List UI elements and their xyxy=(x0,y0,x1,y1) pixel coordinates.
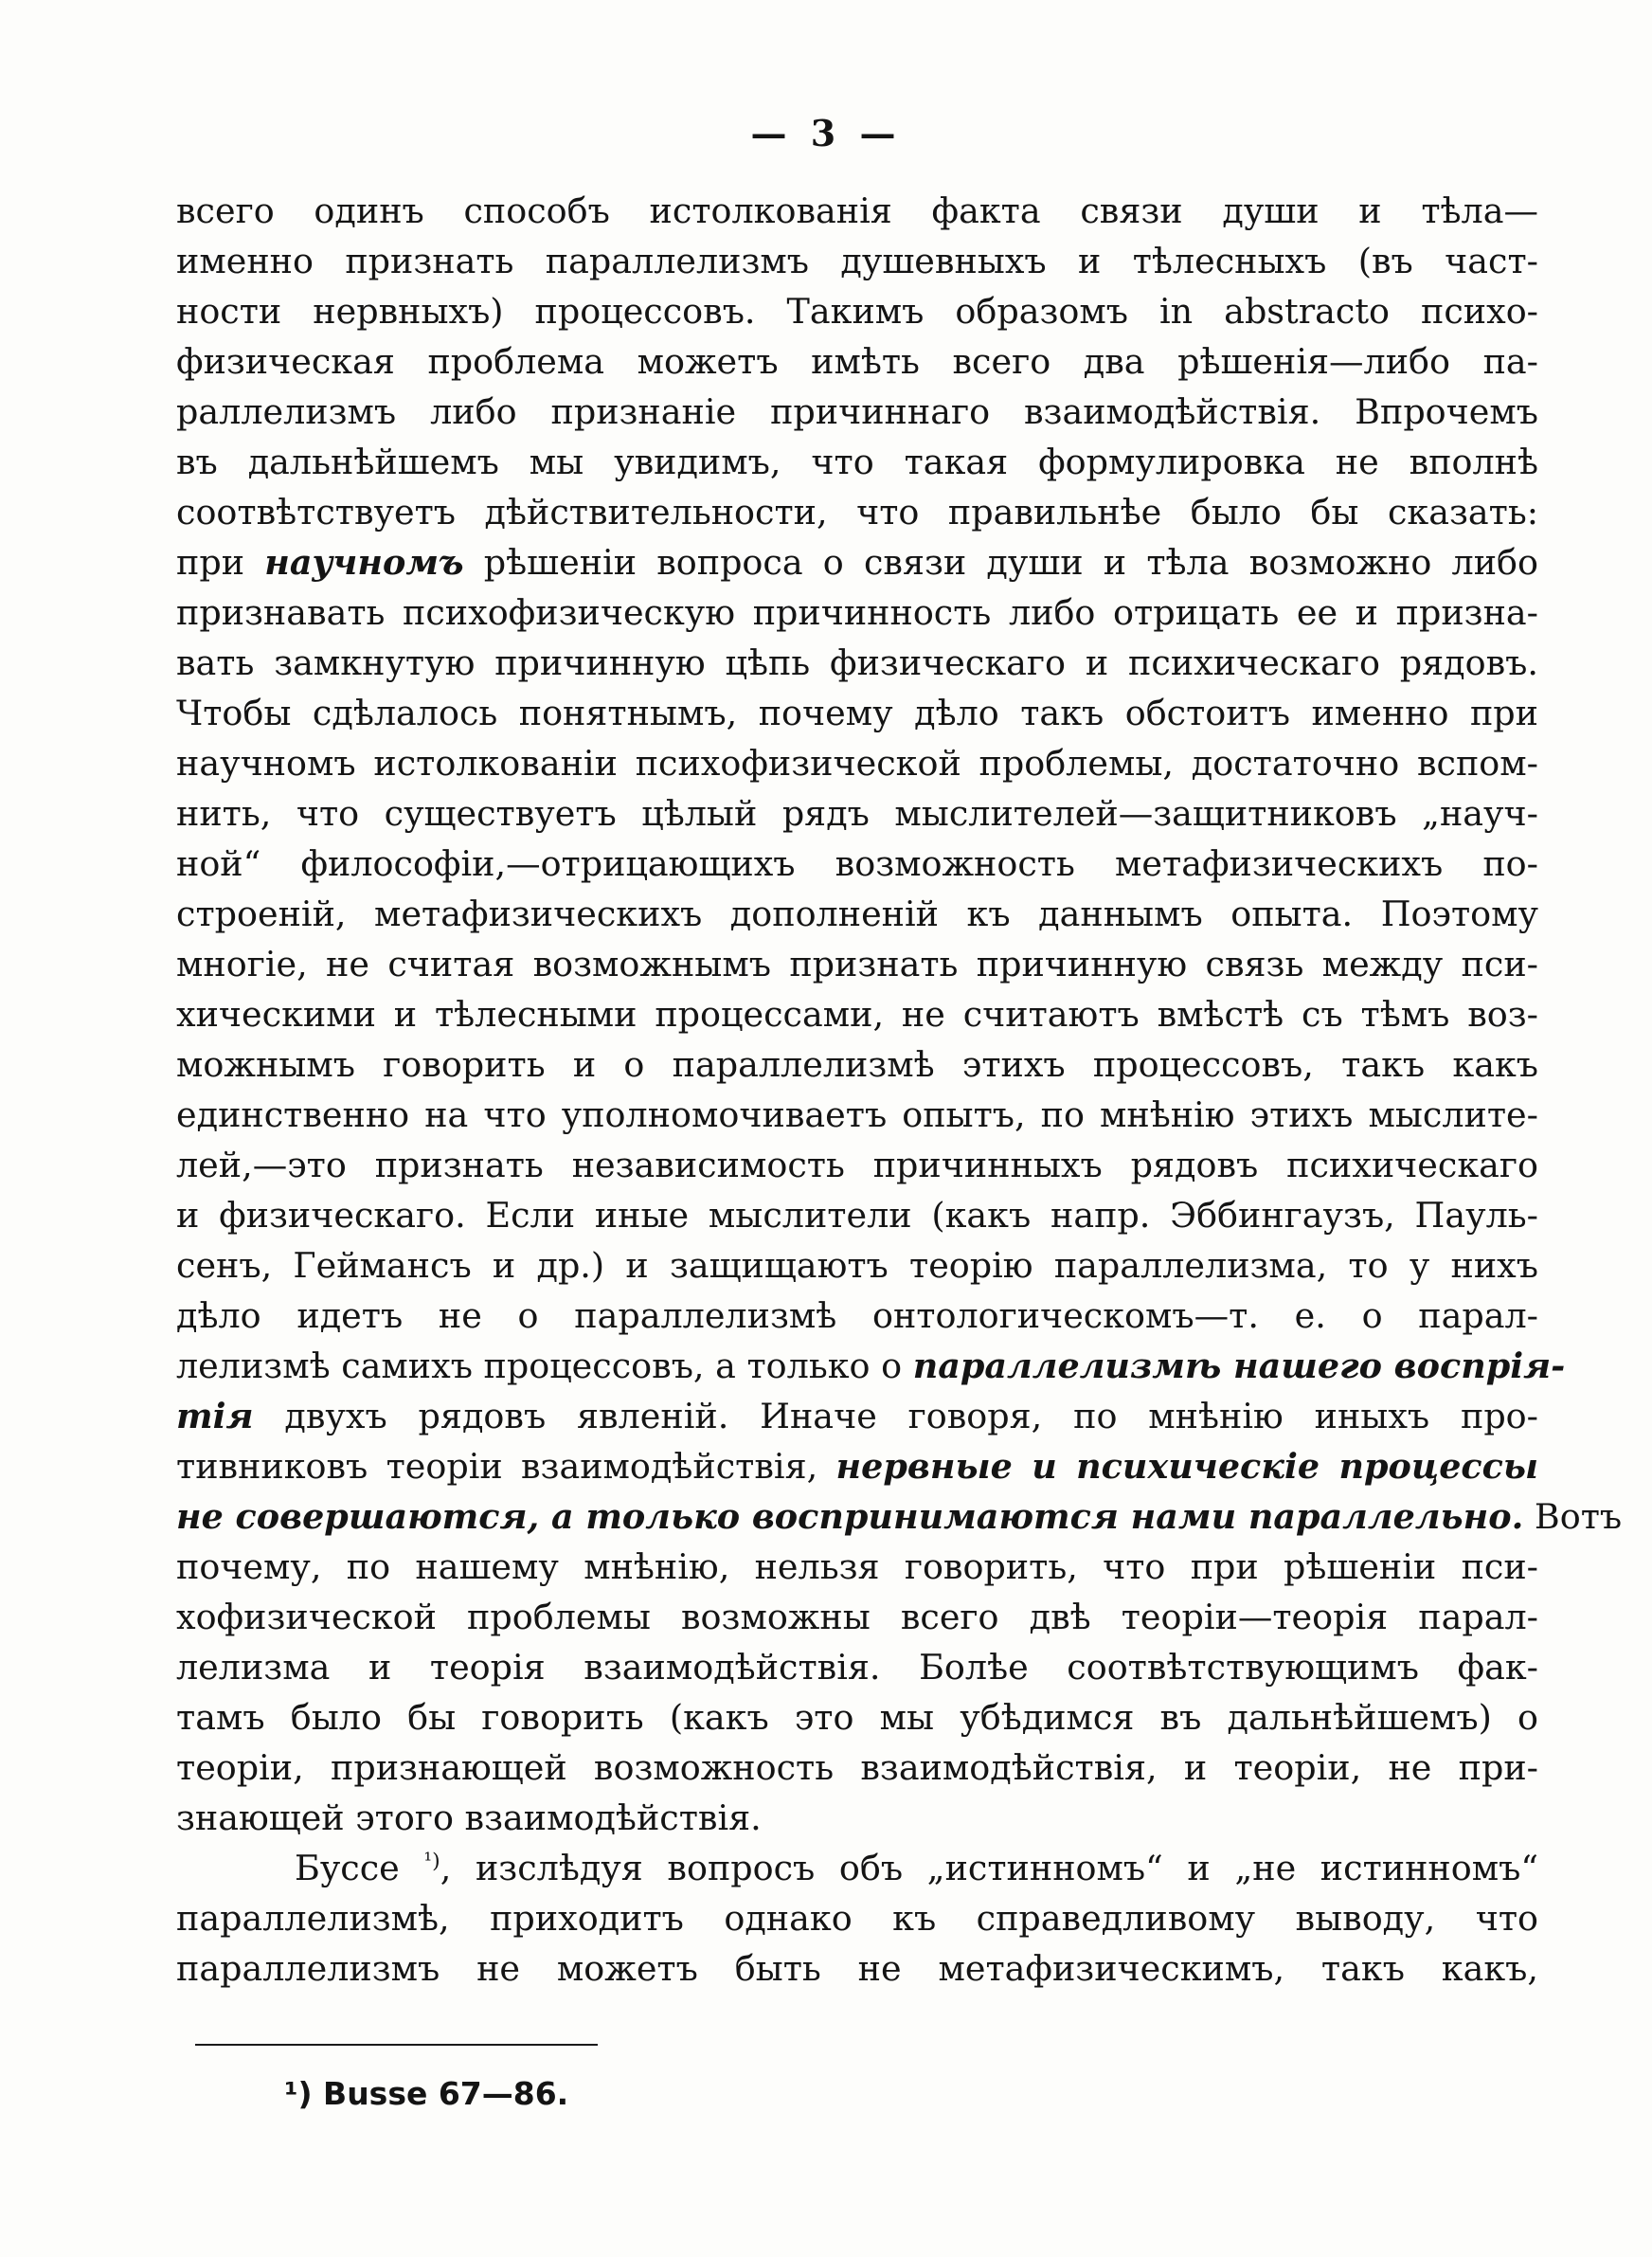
text-line: знающей этого взаимодѣйствія. xyxy=(176,1797,762,1838)
footnote xyxy=(284,2075,568,2112)
text-line: физическая проблема можетъ имѣть всего два рѣшенія—либо па- xyxy=(176,341,1538,382)
emphasized-text: нервные и психическіе процессы xyxy=(835,1446,1539,1487)
text-line: и физическаго. Если иные мыслители (какъ напр. Эббингаузъ, Пауль- xyxy=(176,1195,1538,1236)
text-line: вать замкнутую причинную цѣпь физическаго и психическаго рядовъ. xyxy=(176,642,1538,683)
line-text: при xyxy=(176,542,265,583)
text-line: многіе, не считая возможнымъ признать причинную связь между пси- xyxy=(176,944,1538,984)
text-line: параллелизмъ не можетъ быть не метафизическимъ, такъ какъ, xyxy=(176,1948,1538,1989)
text-line: раллелизмъ либо признаніе причиннаго взаимодѣйствія. Впрочемъ xyxy=(176,391,1538,432)
text-line: нить, что существуетъ цѣлый рядъ мыслителей—защитниковъ „науч- xyxy=(176,793,1538,834)
footnote-marker: ¹) xyxy=(284,2075,313,2112)
text-line: хическими и тѣлесными процессами, не считаютъ вмѣстѣ съ тѣмъ воз- xyxy=(176,994,1538,1035)
emphasized-text: тія xyxy=(176,1396,254,1436)
text-line xyxy=(176,1491,1623,1542)
line-text: двухъ рядовъ явленій. Иначе говоря, по мнѣнію иныхъ про- xyxy=(253,1396,1538,1436)
line-text: лелизмѣ самихъ процессовъ, а только о xyxy=(176,1345,913,1386)
line-text: Вотъ xyxy=(1523,1496,1623,1537)
text-line: ной“ философіи,—отрицающихъ возможность метафизическихъ по- xyxy=(176,843,1538,884)
emphasized-text: научномъ xyxy=(264,542,464,583)
text-line: теоріи, признающей возможность взаимодѣйствія, и теоріи, не при- xyxy=(176,1747,1538,1788)
text-line: сенъ, Геймансъ и др.) и защищаютъ теорію параллелизма, то у нихъ xyxy=(176,1245,1538,1286)
line-text: тивниковъ теоріи взаимодѣйствія, xyxy=(176,1446,836,1487)
text-line xyxy=(176,537,1538,587)
body-text xyxy=(176,186,1623,1994)
text-line: строеній, метафизическихъ дополненій къ даннымъ опыта. Поэтому xyxy=(176,894,1538,934)
paragraph-2 xyxy=(176,1843,1538,1994)
text-line: лей,—это признать независимость причинныхъ рядовъ психическаго xyxy=(176,1145,1538,1185)
emphasized-text: не совершаются, а только воспринимаются нами параллельно. xyxy=(176,1496,1524,1537)
text-line: научномъ истолкованіи психофизической проблемы, достаточно вспом- xyxy=(176,743,1538,784)
text-line: единственно на что уполномочиваетъ опытъ, по мнѣнію этихъ мыслите- xyxy=(176,1094,1538,1135)
text-line: Чтобы сдѣлалось понятнымъ, почему дѣло такъ обстоитъ именно при xyxy=(176,693,1538,733)
text-line: всего одинъ способъ истолкованія факта связи души и тѣла— xyxy=(176,190,1538,231)
text-line xyxy=(176,1843,1538,1893)
text-line: признавать психофизическую причинность либо отрицать ее и призна- xyxy=(176,592,1538,633)
text-line xyxy=(176,1391,1538,1441)
footnote-text: Busse 67—86. xyxy=(312,2075,569,2112)
paragraph-1 xyxy=(176,186,1623,1843)
text-line: лелизма и теорія взаимодѣйствія. Болѣе соотвѣтствующимъ фак- xyxy=(176,1647,1538,1688)
text-line xyxy=(176,1441,1538,1491)
footnote-divider xyxy=(195,2044,598,2046)
text-line: хофизической проблемы возможны всего двѣ теоріи—теорія парал- xyxy=(176,1597,1538,1637)
line-text: , изслѣдуя вопросъ объ „истинномъ“ и „не истинномъ“ xyxy=(440,1848,1538,1888)
emphasized-text: параллелизмѣ нашего воспрія- xyxy=(912,1345,1566,1386)
footnote-ref: ¹) xyxy=(423,1849,440,1873)
text-line: почему, по нашему мнѣнію, нельзя говорить, что при рѣшеніи пси- xyxy=(176,1546,1538,1587)
line-text: Буссе xyxy=(295,1848,424,1888)
text-line: дѣло идетъ не о параллелизмѣ онтологическомъ—т. е. о парал- xyxy=(176,1295,1538,1336)
text-line: параллелизмѣ, приходитъ однако къ справедливому выводу, что xyxy=(176,1898,1538,1939)
text-line: въ дальнѣйшемъ мы увидимъ, что такая формулировка не вполнѣ xyxy=(176,442,1538,482)
text-line: именно признать параллелизмъ душевныхъ и тѣлесныхъ (въ част- xyxy=(176,241,1538,281)
line-text: рѣшеніи вопроса о связи души и тѣла возможно либо xyxy=(463,542,1538,583)
text-line: тамъ было бы говорить (какъ это мы убѣдимся въ дальнѣйшемъ) о xyxy=(176,1697,1538,1738)
page-number: — 3 — xyxy=(750,112,902,154)
text-line: ности нервныхъ) процессовъ. Такимъ образомъ in abstracto психо- xyxy=(176,291,1538,332)
text-line xyxy=(176,1341,1566,1391)
text-line: соотвѣтствуетъ дѣйствительности, что правильнѣе было бы сказать: xyxy=(176,492,1538,533)
text-line: можнымъ говорить и о параллелизмѣ этихъ процессовъ, такъ какъ xyxy=(176,1044,1538,1085)
